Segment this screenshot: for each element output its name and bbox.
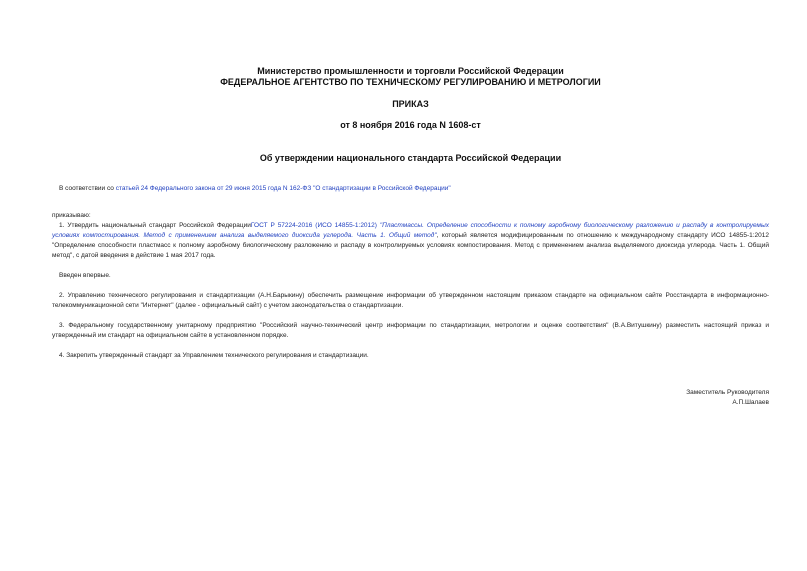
intro-prefix: В соответствии со — [59, 185, 116, 192]
signature-block — [686, 388, 769, 408]
item-1-suffix: , который является модифицированным по отношению к международному стандарту ИСО 14855-1:2012 "Определение способности пластмасс к полному аэробному биологическому разложению и распаду в контролируемых условиях компостирования. Метод с применением анализа выделяемого диоксида углерода. Часть 1. Общий метод", с датой введения в действие 1 мая 2017 года. — [52, 232, 770, 259]
item-1-paragraph — [52, 221, 769, 261]
gost-standard-link[interactable]: ГОСТ Р 57224-2016 (ИСО 14855-1:2012) — [250, 222, 377, 229]
introduced-note: Введен впервые. — [59, 272, 111, 279]
signatory-position: Заместитель Руководителя — [686, 389, 769, 396]
item-2-paragraph: 2. Управлению технического регулирования и стандартизации (А.Н.Барыкину) обеспечить размещение информации об утвержденном настоящим приказом стандарте на официальном сайте Росстандарта в информационно-телекоммуникационной сети "Интернет" (далее - официальный сайт) с учетом законодательства о стандартизации. — [52, 292, 769, 309]
intro-paragraph — [52, 184, 769, 194]
ordered-label: приказываю: — [52, 212, 91, 219]
gost-standard-title-link[interactable]: "Пластмассы. Определение способности к полному аэробному биологическому разложению и распаду в контролируемых условиях компостирования. Метод с применением анализа выделяемого диоксида углерода. Часть 1. Общий метод" — [52, 222, 769, 239]
item-3-paragraph: 3. Федеральному государственному унитарному предприятию "Российский научно-технический центр информации по стандартизации, метрологии и оценке соответствия" (В.А.Витушкину) разместить настоящий приказ и утвержденный им стандарт на официальном сайте в установленном порядке. — [52, 322, 769, 339]
agency-name: ФЕДЕРАЛЬНОЕ АГЕНТСТВО ПО ТЕХНИЧЕСКОМУ РЕГУЛИРОВАНИЮ И МЕТРОЛОГИИ — [220, 77, 601, 87]
item-1-prefix: 1. Утвердить национальный стандарт Российской Федерации — [59, 222, 251, 229]
document-title: Об утверждении национального стандарта Российской Федерации — [259, 153, 562, 163]
document-date-number: от 8 ноября 2016 года N 1608-ст — [340, 120, 481, 130]
item-4-paragraph: 4. Закрепить утвержденный стандарт за Управлением технического регулирования и стандартизации. — [59, 352, 369, 359]
federal-law-link[interactable]: статьей 24 Федерального закона от 29 июня 2015 года N 162-ФЗ "О стандартизации в Российской Федерации" — [115, 185, 451, 192]
document-type: ПРИКАЗ — [392, 99, 429, 109]
document-page — [52, 66, 770, 406]
signatory-name: А.П.Шалаев — [732, 399, 769, 406]
ministry-name: Министерство промышленности и торговли Российской Федерации — [257, 66, 564, 76]
